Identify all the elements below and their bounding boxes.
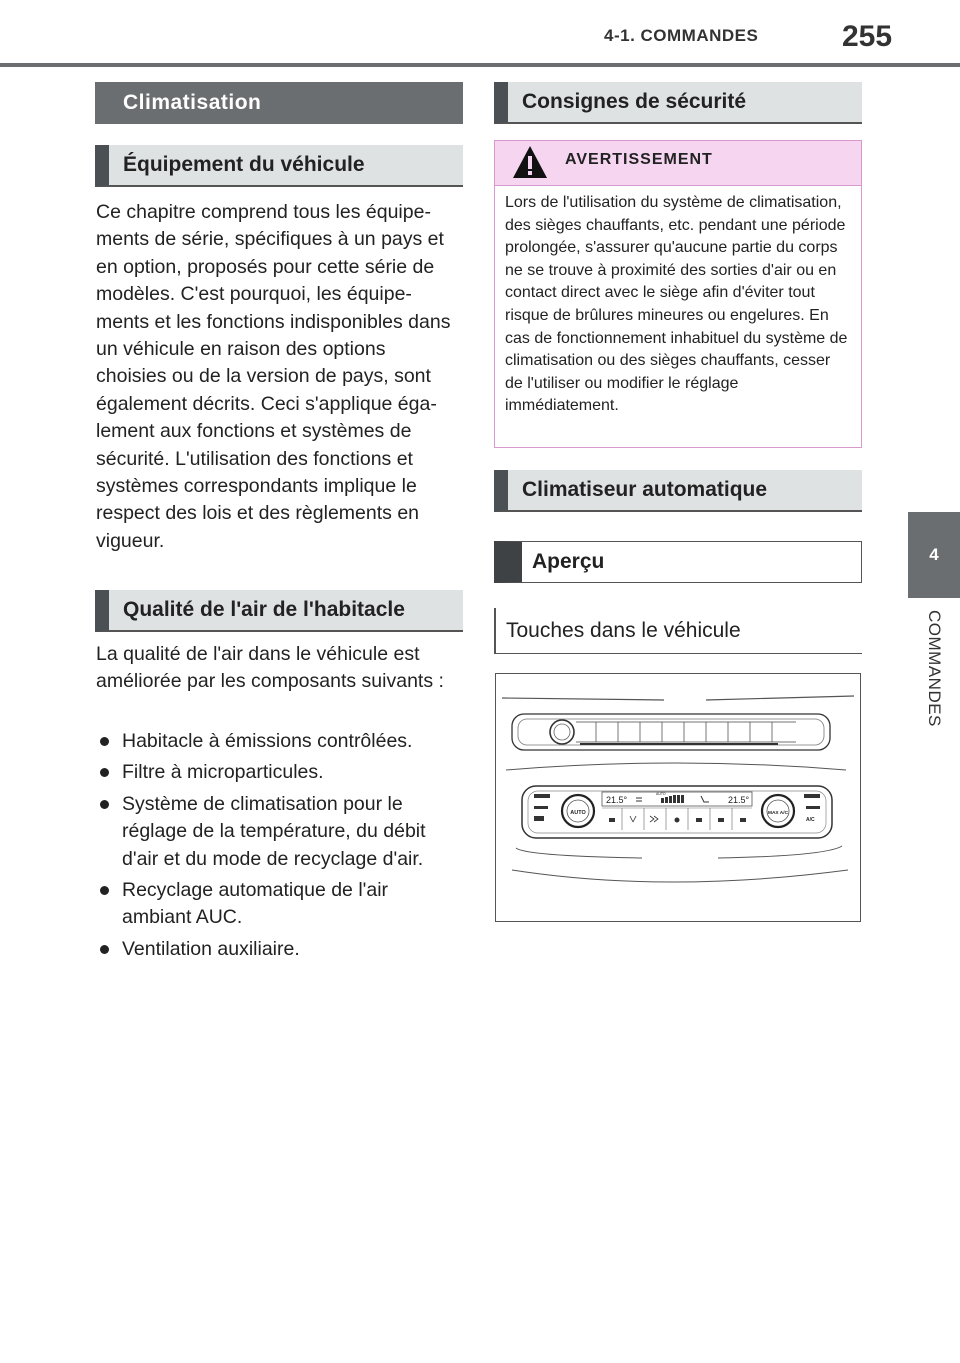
climate-panel-drawing (496, 674, 860, 921)
list-item: Habitacle à émissions contrôlées. (96, 728, 458, 755)
air-quality-list (96, 728, 458, 967)
main-heading-text: Climatisation (123, 91, 262, 114)
equipment-paragraph: Ce chapitre comprend tous les équipements de série, spécifiques à un pays et en option, proposés pour cette série de modèles. C'est pourquoi, les équipements et les fonctions indisponibles dans un véhicule en raison des options choisies ou de la version de pays, sont également décrits. Ceci s'applique également aux fonctions et systèmes de sécurité. L'utilisation des fonctions et systèmes correspondants implique le respect des lois et des règlements en vigueur. (96, 201, 451, 552)
section-heading-auto-climate (494, 470, 862, 512)
list-item: Système de climatisation pour le réglage de la température, du débit d'air et du mode de recyclage d'air. (96, 791, 458, 873)
chapter-label: COMMANDES (925, 610, 944, 727)
warning-header (495, 141, 861, 186)
section-heading-air-quality (95, 590, 463, 632)
section-heading-safety (494, 82, 862, 124)
section-heading-text: Climatiseur automatique (522, 478, 768, 501)
section-title: 4-1. COMMANDES (604, 26, 759, 45)
ac-label: A/C (806, 817, 815, 823)
subsubsection-heading-text: Touches dans le véhicule (506, 618, 741, 642)
list-item: Ventilation auxiliaire. (96, 936, 458, 963)
header-rule (0, 63, 960, 67)
section-heading-text: Qualité de l'air de l'habitacle (123, 598, 405, 621)
right-temperature: 21.5° (728, 795, 750, 805)
chapter-tab-number (908, 512, 960, 598)
section-heading-text: Équipement du véhicule (123, 153, 365, 176)
chapter-number: 4 (929, 545, 939, 564)
section-heading-text: Consignes de sécurité (522, 90, 747, 113)
climate-panel-illustration (495, 673, 861, 922)
list-item: Filtre à microparticules. (96, 759, 458, 786)
warning-triangle-icon (511, 144, 549, 180)
list-item: Recyclage automatique de l'air ambiant AUC. (96, 877, 458, 932)
subsubsection-heading-buttons (494, 608, 862, 654)
subsection-heading-overview (494, 541, 862, 583)
max-ac-label: MAX A/C (767, 811, 789, 816)
auto-label: AUTO (570, 810, 586, 816)
left-temperature: 21.5° (606, 795, 628, 805)
chapter-tab-label (908, 610, 960, 750)
air-quality-paragraph: La qualité de l'air dans le véhicule est améliorée par les composants suivants : (96, 643, 444, 693)
warning-box (494, 140, 862, 448)
section-heading-equipment (95, 145, 463, 187)
warning-title: AVERTISSEMENT (565, 151, 713, 168)
subsection-heading-text: Aperçu (532, 550, 605, 573)
mini-auto-label: AUTO (656, 792, 666, 796)
warning-text: Lors de l'utilisation du système de climatisation, des sièges chauffants, etc. pendant une période prolongée, s'assurer qu'aucune partie du corps ne se trouve à proximité des sorties d'air ou en contact direct avec le siège afin d'éviter tout risque de brûlures mineures ou engelures. En cas de fonctionnement inhabituel du système de climatisation ou des sièges chauffants, cesser de l'utiliser ou modifier le réglage immédiatement. (505, 194, 848, 415)
main-heading (95, 82, 463, 124)
page-number: 255 (842, 20, 893, 53)
